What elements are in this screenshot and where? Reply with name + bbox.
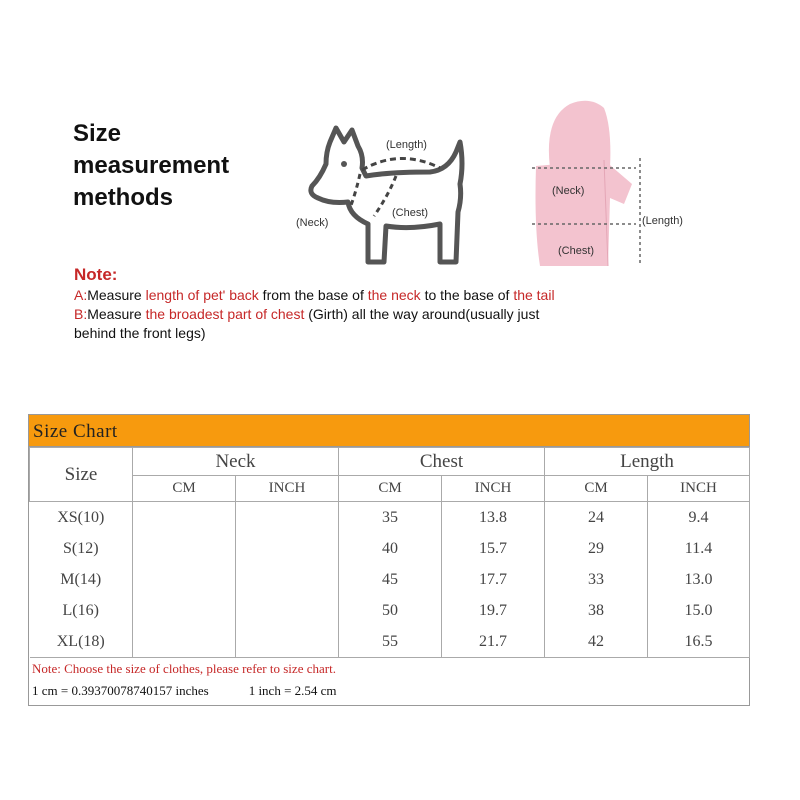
table-row (30, 502, 750, 534)
note-line-a (74, 286, 754, 305)
chest-cm-header: CM (339, 476, 442, 502)
chest-group-header: Chest (339, 448, 545, 476)
dog-neck-label: (Neck) (296, 217, 329, 229)
dog-length-line (362, 158, 440, 170)
length-inch-header: INCH (648, 476, 750, 502)
neck-inch-cell (236, 502, 339, 534)
dog-measurement-diagram (290, 112, 490, 272)
chest-inch-cell: 13.8 (442, 502, 545, 534)
neck-cm-cell (133, 533, 236, 564)
table-row (30, 595, 750, 626)
size-cell: XS(10) (30, 502, 133, 534)
neck-inch-cell (236, 626, 339, 658)
heading-line-1: Size (73, 120, 122, 147)
note-a-text-1: Measure (87, 287, 146, 303)
dog-chest-label: (Chest) (392, 207, 429, 219)
note-a-prefix: A: (74, 287, 88, 303)
note-line-b (74, 305, 754, 324)
dog-length-label: (Length) (386, 139, 427, 151)
hoodie-length-label: (Length) (642, 215, 683, 227)
neck-cm-cell (133, 502, 236, 534)
cm-to-inch-conversion: 1 cm = 0.39370078740157 inches (32, 683, 209, 698)
unit-conversion (32, 683, 337, 699)
note-a-highlight-1: length of pet' back (145, 287, 259, 303)
size-chart (28, 414, 750, 706)
note-a-text-3: to the base of (420, 287, 514, 303)
neck-inch-cell (236, 533, 339, 564)
size-cell: L(16) (30, 595, 133, 626)
size-chart-note: Note: Choose the size of clothes, please refer to size chart. (32, 661, 336, 676)
neck-cm-cell (133, 595, 236, 626)
heading-line-2: measurement (73, 152, 230, 179)
neck-inch-cell (236, 564, 339, 595)
size-chart-header (29, 415, 749, 447)
chest-cm-cell: 55 (339, 626, 442, 658)
size-cell: S(12) (30, 533, 133, 564)
neck-inch-header: INCH (236, 476, 339, 502)
size-chart-title: Size Chart (33, 421, 118, 442)
chest-inch-cell: 21.7 (442, 626, 545, 658)
length-cm-cell: 42 (545, 626, 648, 658)
length-group-header: Length (545, 448, 750, 476)
size-column-header: Size (30, 448, 133, 502)
measurement-note (74, 264, 754, 343)
length-cm-cell: 38 (545, 595, 648, 626)
length-inch-cell: 13.0 (648, 564, 750, 595)
length-inch-cell: 16.5 (648, 626, 750, 658)
size-cell: XL(18) (30, 626, 133, 658)
chest-cm-cell: 50 (339, 595, 442, 626)
note-b-prefix: B: (74, 306, 88, 322)
neck-cm-header: CM (133, 476, 236, 502)
note-title: Note: (74, 265, 118, 284)
length-cm-header: CM (545, 476, 648, 502)
length-inch-cell: 15.0 (648, 595, 750, 626)
dog-neck-line (350, 174, 360, 208)
hoodie-neck-label: (Neck) (552, 185, 585, 197)
length-cm-cell: 33 (545, 564, 648, 595)
heading-line-3: methods (73, 184, 174, 211)
size-table (29, 447, 750, 658)
chest-inch-header: INCH (442, 476, 545, 502)
note-line-b-cont: behind the front legs) (74, 325, 206, 341)
chest-inch-cell: 17.7 (442, 564, 545, 595)
note-b-text-2: (Girth) all the way around(usually just (304, 306, 540, 322)
length-cm-cell: 29 (545, 533, 648, 564)
hoodie-measurement-diagram (500, 98, 710, 273)
hoodie-hood (549, 101, 611, 168)
table-row (30, 564, 750, 595)
hoodie-chest-label: (Chest) (558, 245, 595, 257)
note-b-text-1: Measure (87, 306, 146, 322)
inch-to-cm-conversion: 1 inch = 2.54 cm (248, 683, 337, 698)
chest-cm-cell: 40 (339, 533, 442, 564)
note-b-highlight-1: the broadest part of chest (145, 306, 305, 322)
page-heading (73, 118, 229, 214)
length-inch-cell: 9.4 (648, 502, 750, 534)
neck-cm-cell (133, 564, 236, 595)
chest-inch-cell: 19.7 (442, 595, 545, 626)
note-a-text-2: from the base of (258, 287, 368, 303)
neck-group-header: Neck (133, 448, 339, 476)
chest-cm-cell: 35 (339, 502, 442, 534)
chest-inch-cell: 15.7 (442, 533, 545, 564)
neck-cm-cell (133, 626, 236, 658)
note-a-highlight-3: the tail (513, 287, 555, 303)
dog-eye (341, 161, 347, 167)
note-a-highlight-2: the neck (367, 287, 421, 303)
length-cm-cell: 24 (545, 502, 648, 534)
length-inch-cell: 11.4 (648, 533, 750, 564)
neck-inch-cell (236, 595, 339, 626)
chest-cm-cell: 45 (339, 564, 442, 595)
table-row (30, 626, 750, 658)
size-cell: M(14) (30, 564, 133, 595)
table-row (30, 533, 750, 564)
